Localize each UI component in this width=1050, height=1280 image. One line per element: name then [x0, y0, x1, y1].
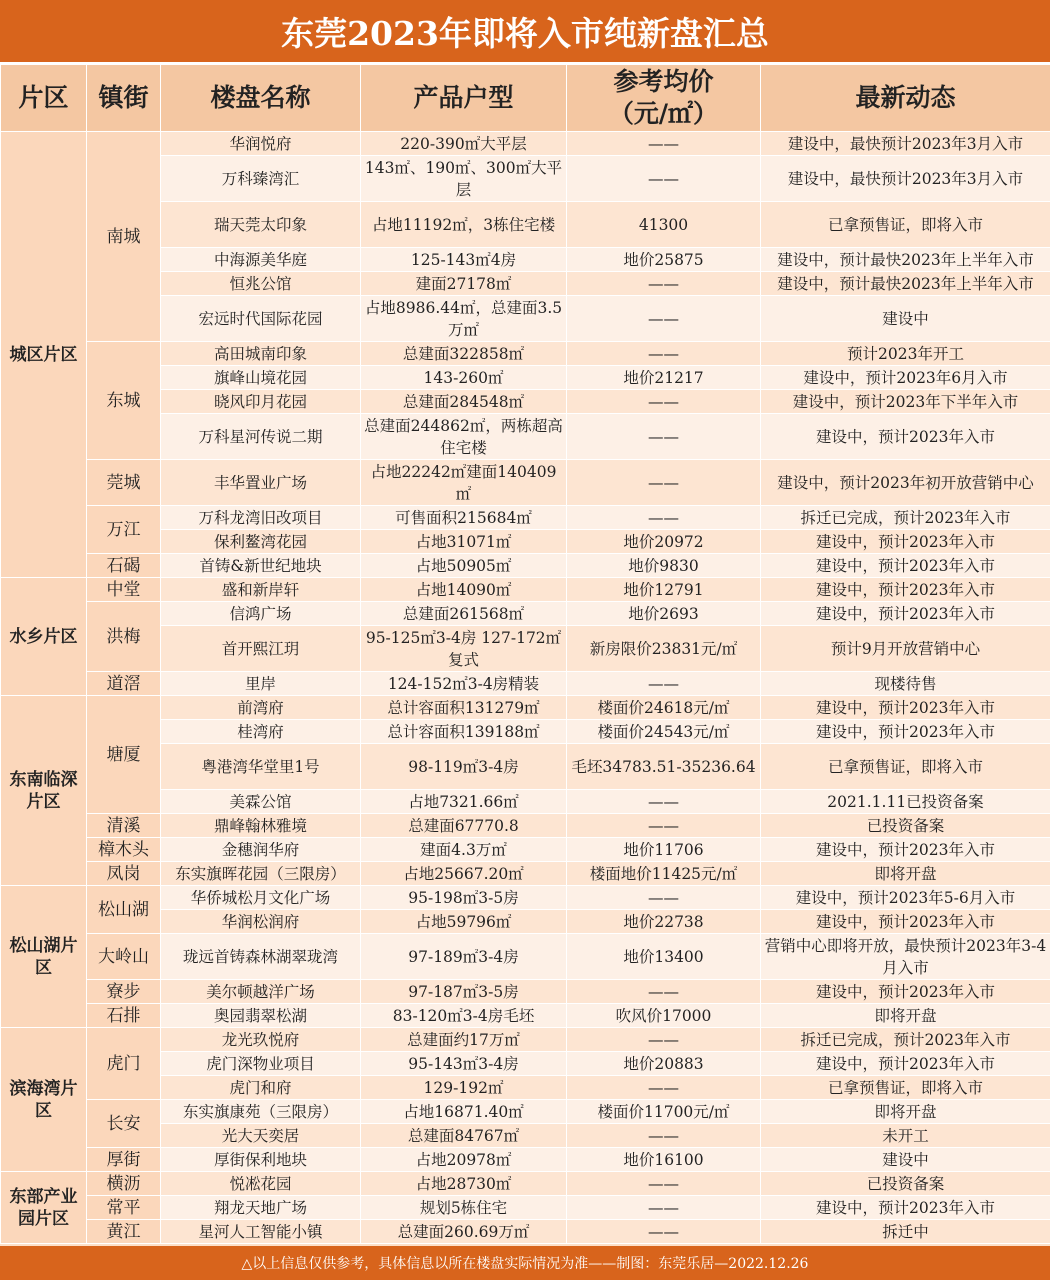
status-cell: 即将开盘	[761, 1004, 1050, 1028]
status-cell: 建设中，预计2023年入市	[761, 1196, 1050, 1220]
price-cell: 楼面价24618元/㎡	[567, 696, 761, 720]
price-cell: ——	[567, 390, 761, 414]
table-row	[1, 1196, 1050, 1220]
table-row	[1, 1172, 1050, 1196]
town-cell: 道滘	[87, 672, 161, 696]
price-cell: 楼面价11700元/㎡	[567, 1100, 761, 1124]
product-cell: 占地22242㎡建面140409㎡	[361, 460, 567, 506]
status-cell: 建设中，预计2023年下半年入市	[761, 390, 1050, 414]
status-cell: 即将开盘	[761, 862, 1050, 886]
status-cell: 预计2023年开工	[761, 342, 1050, 366]
status-cell: 即将开盘	[761, 1100, 1050, 1124]
project-name-cell: 前湾府	[161, 696, 361, 720]
town-cell: 清溪	[87, 814, 161, 838]
status-cell: 建设中，最快预计2023年3月入市	[761, 156, 1050, 202]
price-cell: 地价16100	[567, 1148, 761, 1172]
project-name-cell: 星河人工智能小镇	[161, 1220, 361, 1244]
project-name-cell: 桂湾府	[161, 720, 361, 744]
header-product: 产品户型	[361, 65, 567, 132]
table-row	[1, 980, 1050, 1004]
price-cell: ——	[567, 1028, 761, 1052]
table-row	[1, 814, 1050, 838]
town-cell: 松山湖	[87, 886, 161, 934]
status-cell: 建设中，预计2023年入市	[761, 602, 1050, 626]
header-project: 楼盘名称	[161, 65, 361, 132]
product-cell: 占地25667.20㎡	[361, 862, 567, 886]
project-name-cell: 丰华置业广场	[161, 460, 361, 506]
project-name-cell: 中海源美华庭	[161, 248, 361, 272]
price-cell: 毛坯34783.51-35236.64	[567, 744, 761, 790]
town-cell: 横沥	[87, 1172, 161, 1196]
status-cell: 建设中，预计2023年入市	[761, 838, 1050, 862]
table-row	[1, 1004, 1050, 1028]
status-cell: 建设中，预计2023年入市	[761, 910, 1050, 934]
price-cell: 楼面价24543元/㎡	[567, 720, 761, 744]
town-cell: 厚街	[87, 1148, 161, 1172]
product-cell: 占地31071㎡	[361, 530, 567, 554]
product-cell: 95-198㎡3-5房	[361, 886, 567, 910]
project-name-cell: 万科臻湾汇	[161, 156, 361, 202]
town-cell: 万江	[87, 506, 161, 554]
status-cell: 已拿预售证，即将入市	[761, 202, 1050, 248]
town-cell: 莞城	[87, 460, 161, 506]
product-cell: 占地8986.44㎡，总建面3.5万㎡	[361, 296, 567, 342]
product-cell: 143-260㎡	[361, 366, 567, 390]
property-table	[0, 64, 1050, 1244]
project-name-cell: 里岸	[161, 672, 361, 696]
table-row	[1, 862, 1050, 886]
product-cell: 总计容面积131279㎡	[361, 696, 567, 720]
table-row	[1, 1100, 1050, 1124]
price-cell: ——	[567, 1172, 761, 1196]
project-name-cell: 首铸&新世纪地块	[161, 554, 361, 578]
table-body	[1, 132, 1050, 1244]
price-cell: ——	[567, 132, 761, 156]
project-name-cell: 晓风印月花园	[161, 390, 361, 414]
project-name-cell: 华润悦府	[161, 132, 361, 156]
header-district: 片区	[1, 65, 87, 132]
product-cell: 占地59796㎡	[361, 910, 567, 934]
district-cell: 东部产业园片区	[1, 1172, 87, 1244]
product-cell: 占地7321.66㎡	[361, 790, 567, 814]
project-name-cell: 华侨城松月文化广场	[161, 886, 361, 910]
product-cell: 83-120㎡3-4房毛坯	[361, 1004, 567, 1028]
project-name-cell: 首开熙江玥	[161, 626, 361, 672]
district-cell: 滨海湾片区	[1, 1028, 87, 1172]
price-cell: 地价22738	[567, 910, 761, 934]
district-cell: 水乡片区	[1, 578, 87, 696]
project-name-cell: 东实旗康苑（三限房）	[161, 1100, 361, 1124]
product-cell: 总建面260.69万㎡	[361, 1220, 567, 1244]
product-cell: 97-187㎡3-5房	[361, 980, 567, 1004]
status-cell: 预计9月开放营销中心	[761, 626, 1050, 672]
price-cell: ——	[567, 672, 761, 696]
status-cell: 建设中，预计2023年入市	[761, 414, 1050, 460]
price-cell: 地价11706	[567, 838, 761, 862]
town-cell: 东城	[87, 342, 161, 460]
table-row	[1, 696, 1050, 720]
table-row	[1, 934, 1050, 980]
product-cell: 规划5栋住宅	[361, 1196, 567, 1220]
town-cell: 黄江	[87, 1220, 161, 1244]
price-cell: 41300	[567, 202, 761, 248]
status-cell: 建设中，预计2023年入市	[761, 720, 1050, 744]
project-name-cell: 华润松润府	[161, 910, 361, 934]
product-cell: 总建面约17万㎡	[361, 1028, 567, 1052]
town-cell: 长安	[87, 1100, 161, 1148]
product-cell: 97-189㎡3-4房	[361, 934, 567, 980]
project-name-cell: 翔龙天地广场	[161, 1196, 361, 1220]
price-cell: ——	[567, 506, 761, 530]
project-name-cell: 虎门和府	[161, 1076, 361, 1100]
status-cell: 已拿预售证，即将入市	[761, 744, 1050, 790]
price-cell: ——	[567, 886, 761, 910]
price-cell: ——	[567, 414, 761, 460]
status-cell: 现楼待售	[761, 672, 1050, 696]
status-cell: 建设中	[761, 1148, 1050, 1172]
project-name-cell: 盛和新岸轩	[161, 578, 361, 602]
product-cell: 124-152㎡3-4房精装	[361, 672, 567, 696]
product-cell: 总建面67770.8	[361, 814, 567, 838]
table-row	[1, 1148, 1050, 1172]
status-cell: 建设中，预计2023年入市	[761, 980, 1050, 1004]
project-name-cell: 金穗润华府	[161, 838, 361, 862]
footer-note: △以上信息仅供参考，具体信息以所在楼盘实际情况为准——制图：东莞乐居—2022.12.26	[0, 1246, 1050, 1280]
status-cell: 拆迁已完成，预计2023年入市	[761, 1028, 1050, 1052]
status-cell: 建设中，预计2023年入市	[761, 578, 1050, 602]
table-row	[1, 838, 1050, 862]
price-cell: 地价12791	[567, 578, 761, 602]
product-cell: 95-125㎡3-4房 127-172㎡复式	[361, 626, 567, 672]
product-cell: 建面27178㎡	[361, 272, 567, 296]
price-cell: 吹风价17000	[567, 1004, 761, 1028]
price-cell: 楼面地价11425元/㎡	[567, 862, 761, 886]
status-cell: 建设中，预计2023年初开放营销中心	[761, 460, 1050, 506]
town-cell: 南城	[87, 132, 161, 342]
project-name-cell: 奥园翡翠松湖	[161, 1004, 361, 1028]
project-name-cell: 粤港湾华堂里1号	[161, 744, 361, 790]
status-cell: 拆迁已完成，预计2023年入市	[761, 506, 1050, 530]
product-cell: 129-192㎡	[361, 1076, 567, 1100]
project-name-cell: 信鸿广场	[161, 602, 361, 626]
status-cell: 已投资备案	[761, 1172, 1050, 1196]
product-cell: 125-143㎡4房	[361, 248, 567, 272]
project-name-cell: 宏远时代国际花园	[161, 296, 361, 342]
product-cell: 占地16871.40㎡	[361, 1100, 567, 1124]
town-cell: 中堂	[87, 578, 161, 602]
town-cell: 石碣	[87, 554, 161, 578]
project-name-cell: 东实旗晖花园（三限房）	[161, 862, 361, 886]
status-cell: 建设中，预计2023年入市	[761, 554, 1050, 578]
table-row	[1, 578, 1050, 602]
product-cell: 总建面284548㎡	[361, 390, 567, 414]
price-cell: 地价13400	[567, 934, 761, 980]
price-cell: ——	[567, 296, 761, 342]
header-row	[1, 65, 1050, 132]
header-status: 最新动态	[761, 65, 1050, 132]
price-cell: ——	[567, 790, 761, 814]
product-cell: 占地20978㎡	[361, 1148, 567, 1172]
product-cell: 95-143㎡3-4房	[361, 1052, 567, 1076]
price-cell: 地价25875	[567, 248, 761, 272]
town-cell: 塘厦	[87, 696, 161, 814]
table-row	[1, 672, 1050, 696]
table-row	[1, 506, 1050, 530]
status-cell: 建设中，预计2023年入市	[761, 530, 1050, 554]
project-name-cell: 龙光玖悦府	[161, 1028, 361, 1052]
price-cell: ——	[567, 156, 761, 202]
project-name-cell: 万科星河传说二期	[161, 414, 361, 460]
status-cell: 已投资备案	[761, 814, 1050, 838]
price-cell: 地价9830	[567, 554, 761, 578]
town-cell: 石排	[87, 1004, 161, 1028]
project-name-cell: 保利鳌湾花园	[161, 530, 361, 554]
price-cell: ——	[567, 1076, 761, 1100]
product-cell: 占地11192㎡，3栋住宅楼	[361, 202, 567, 248]
project-name-cell: 旗峰山境花园	[161, 366, 361, 390]
product-cell: 98-119㎡3-4房	[361, 744, 567, 790]
town-cell: 寮步	[87, 980, 161, 1004]
project-name-cell: 恒兆公馆	[161, 272, 361, 296]
status-cell: 建设中，预计2023年6月入市	[761, 366, 1050, 390]
status-cell: 拆迁中	[761, 1220, 1050, 1244]
status-cell: 已拿预售证，即将入市	[761, 1076, 1050, 1100]
price-cell: ——	[567, 814, 761, 838]
table-row	[1, 132, 1050, 156]
town-cell: 虎门	[87, 1028, 161, 1100]
product-cell: 总建面261568㎡	[361, 602, 567, 626]
district-cell: 东南临深片区	[1, 696, 87, 886]
project-name-cell: 厚街保利地块	[161, 1148, 361, 1172]
price-cell: 新房限价23831元/㎡	[567, 626, 761, 672]
town-cell: 樟木头	[87, 838, 161, 862]
table-row	[1, 602, 1050, 626]
project-name-cell: 虎门深物业项目	[161, 1052, 361, 1076]
price-cell: ——	[567, 980, 761, 1004]
status-cell: 建设中	[761, 296, 1050, 342]
status-cell: 建设中，预计最快2023年上半年入市	[761, 272, 1050, 296]
district-cell: 城区片区	[1, 132, 87, 578]
table-row	[1, 1028, 1050, 1052]
product-cell: 占地14090㎡	[361, 578, 567, 602]
table-row	[1, 886, 1050, 910]
table-row	[1, 1220, 1050, 1244]
project-name-cell: 高田城南印象	[161, 342, 361, 366]
project-name-cell: 美尔顿越洋广场	[161, 980, 361, 1004]
table-row	[1, 342, 1050, 366]
project-name-cell: 万科龙湾旧改项目	[161, 506, 361, 530]
price-cell: ——	[567, 1124, 761, 1148]
town-cell: 洪梅	[87, 602, 161, 672]
price-cell: 地价2693	[567, 602, 761, 626]
project-name-cell: 瑞天莞太印象	[161, 202, 361, 248]
town-cell: 常平	[87, 1196, 161, 1220]
price-cell: 地价21217	[567, 366, 761, 390]
status-cell: 建设中，预计2023年5-6月入市	[761, 886, 1050, 910]
project-name-cell: 美霖公馆	[161, 790, 361, 814]
town-cell: 凤岗	[87, 862, 161, 886]
status-cell: 未开工	[761, 1124, 1050, 1148]
status-cell: 建设中，预计2023年入市	[761, 696, 1050, 720]
status-cell: 2021.1.11已投资备案	[761, 790, 1050, 814]
price-cell: ——	[567, 1220, 761, 1244]
project-name-cell: 鼎峰翰林雅境	[161, 814, 361, 838]
header-town: 镇街	[87, 65, 161, 132]
project-name-cell: 悦凇花园	[161, 1172, 361, 1196]
product-cell: 总计容面积139188㎡	[361, 720, 567, 744]
page-title: 东莞2023年即将入市纯新盘汇总	[0, 0, 1050, 64]
town-cell: 大岭山	[87, 934, 161, 980]
table-row	[1, 460, 1050, 506]
product-cell: 建面4.3万㎡	[361, 838, 567, 862]
product-cell: 总建面84767㎡	[361, 1124, 567, 1148]
table-row	[1, 554, 1050, 578]
product-cell: 143㎡、190㎡、300㎡大平层	[361, 156, 567, 202]
product-cell: 占地28730㎡	[361, 1172, 567, 1196]
product-cell: 总建面322858㎡	[361, 342, 567, 366]
product-cell: 总建面244862㎡，两栋超高住宅楼	[361, 414, 567, 460]
price-cell: ——	[567, 460, 761, 506]
price-cell: 地价20972	[567, 530, 761, 554]
project-name-cell: 光大天奕居	[161, 1124, 361, 1148]
price-cell: 地价20883	[567, 1052, 761, 1076]
status-cell: 建设中，预计2023年入市	[761, 1052, 1050, 1076]
district-cell: 松山湖片区	[1, 886, 87, 1028]
price-cell: ——	[567, 342, 761, 366]
product-cell: 占地50905㎡	[361, 554, 567, 578]
header-price: 参考均价 （元/㎡）	[567, 65, 761, 132]
project-name-cell: 珑远首铸森林湖翠珑湾	[161, 934, 361, 980]
product-cell: 可售面积215684㎡	[361, 506, 567, 530]
price-cell: ——	[567, 272, 761, 296]
status-cell: 建设中，预计最快2023年上半年入市	[761, 248, 1050, 272]
status-cell: 营销中心即将开放，最快预计2023年3-4月入市	[761, 934, 1050, 980]
status-cell: 建设中，最快预计2023年3月入市	[761, 132, 1050, 156]
product-cell: 220-390㎡大平层	[361, 132, 567, 156]
price-cell: ——	[567, 1196, 761, 1220]
